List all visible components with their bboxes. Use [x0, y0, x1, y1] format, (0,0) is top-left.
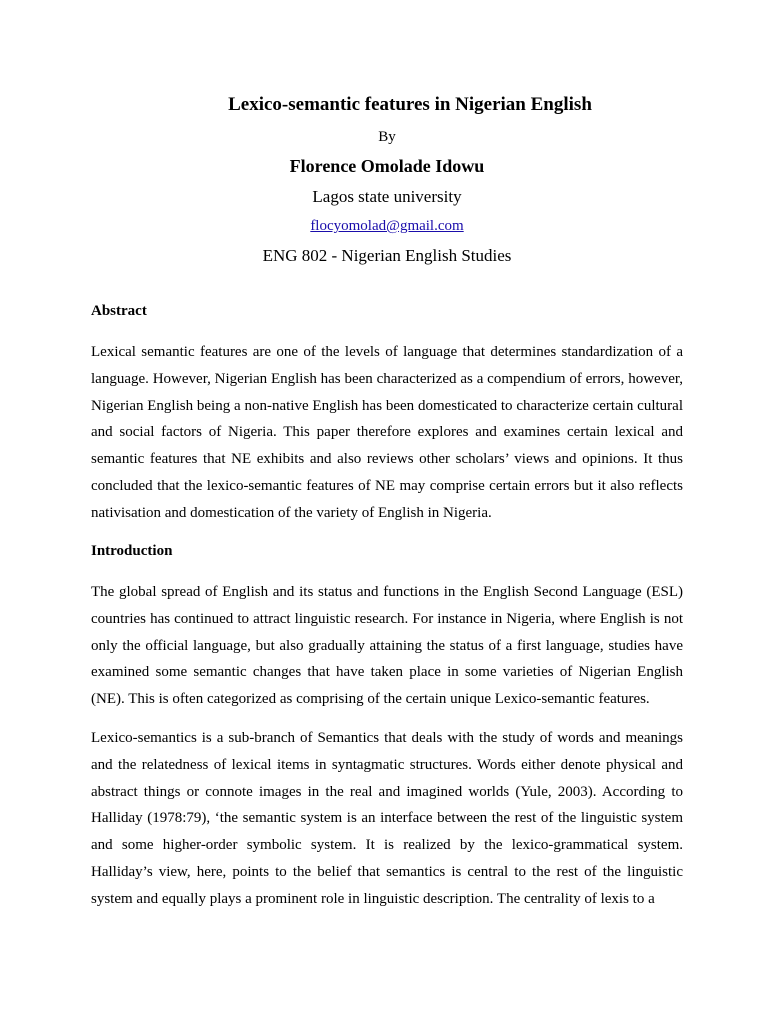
byline-label: By — [378, 129, 396, 145]
author-affiliation: Lagos state university — [312, 187, 462, 206]
introduction-paragraph-2: Lexico-semantics is a sub-branch of Semantics that deals with the study of words and meanings and the relatedness of lexical items in syntagmatic structures. Words either denote physical and abstract things or connote images in the real and imagined worlds (Yule, 2003). According to Halliday (1978:79), ‘the semantic system is an interface between the rest of the linguistic system and some higher-order symbolic system. It is realized by the lexico-grammatical system. Halliday’s view, here, points to the belief that semantics is central to the rest of the linguistic system and equally plays a prominent role in linguistic description. The centrality of lexis to a — [91, 730, 683, 907]
introduction-paragraph-1: The global spread of English and its status and functions in the English Second Language (ESL) countries has continued to attract linguistic research. For instance in Nigeria, where English is not only the official language, but also gradually attaining the status of a first language, studies have examined some semantic changes that have taken place in some varieties of Nigerian English (NE). This is often categorized as comprising of the certain unique Lexico-semantic features. — [91, 584, 683, 708]
introduction-heading: Introduction — [91, 543, 173, 559]
abstract-heading: Abstract — [91, 303, 147, 319]
author-email-link[interactable]: flocyomolad@gmail.com — [310, 218, 464, 234]
course-name: ENG 802 - Nigerian English Studies — [262, 246, 512, 265]
document-title: Lexico-semantic features in Nigerian English — [228, 94, 592, 115]
author-name: Florence Omolade Idowu — [289, 156, 485, 176]
abstract-text: Lexical semantic features are one of the levels of language that determines standardization of a language. However, Nigerian English has been characterized as a compendium of errors, however, Nigerian English being a non-native English has been domesticated to characterize certain cultural and social factors of Nigeria. This paper therefore explores and examines certain lexical and semantic features that NE exhibits and also reviews other scholars’ views and opinions. It thus concluded that the lexico-semantic features of NE may comprise certain errors but it also reflects nativisation and domestication of the variety of English in Nigeria. — [91, 344, 683, 521]
